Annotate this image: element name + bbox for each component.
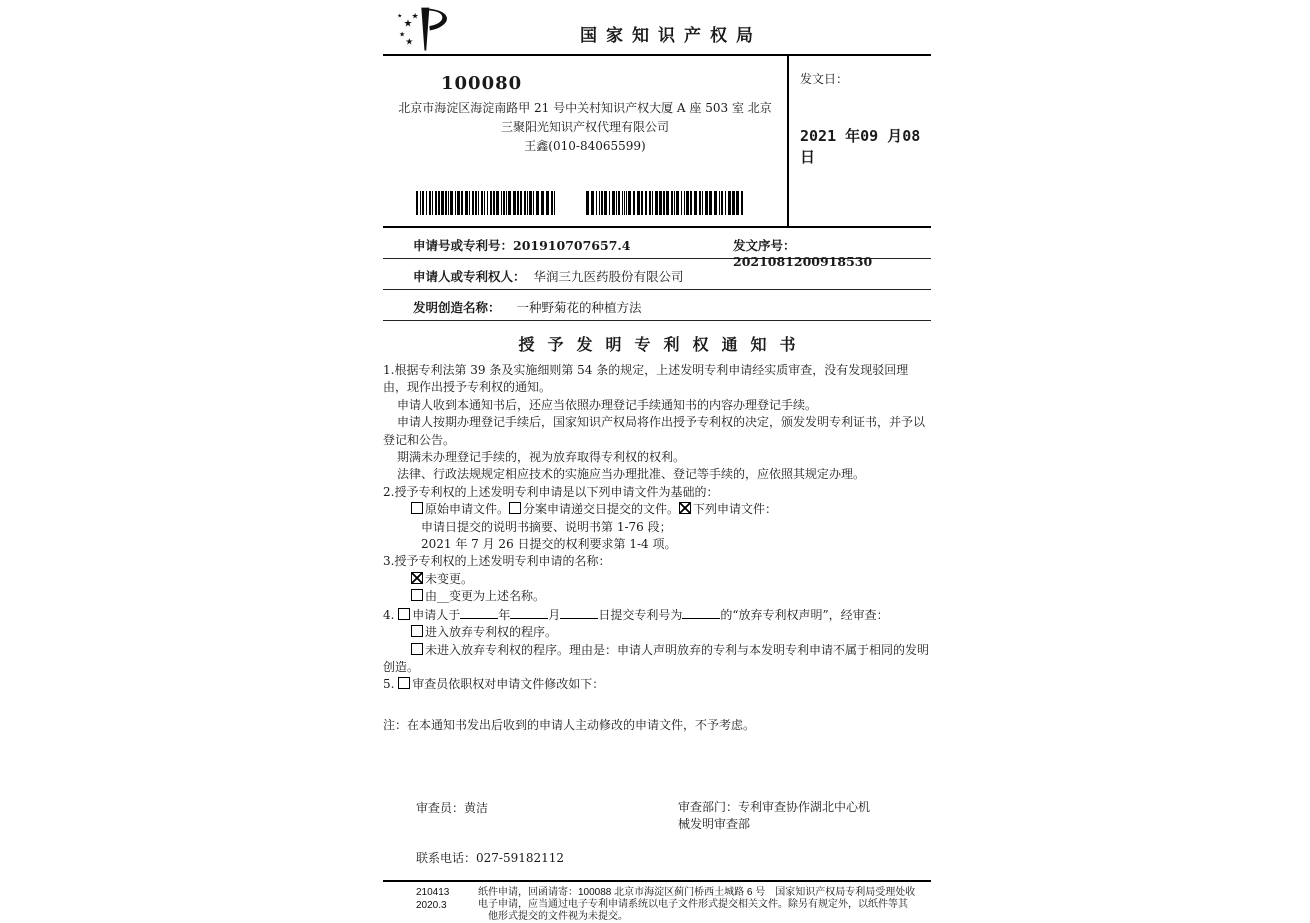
agency-title: 国家知识产权局 [580, 26, 762, 46]
barcode-1 [416, 191, 556, 215]
patent-notice-document [383, 0, 931, 923]
examiner-line [416, 799, 678, 833]
field-row-applicant [383, 259, 931, 290]
blank-underline [510, 606, 548, 619]
blank-underline [560, 606, 598, 619]
footer-paper-line: 纸件申请，回函请寄：100088 北京市海淀区蓟门桥西土城路 6 号 国家知识产权局专利局受理处收 [478, 886, 916, 898]
notice-paragraph [383, 519, 931, 536]
notice-paragraph [383, 484, 931, 501]
logo-star: ★ [405, 37, 414, 48]
notice-paragraph [383, 362, 931, 397]
form-codes [383, 887, 478, 923]
signoff-block [383, 799, 931, 866]
checkbox-checked-icon [679, 502, 691, 514]
notice-paragraph [383, 501, 931, 518]
notice-paragraph [383, 397, 931, 414]
notice-title: 授予发明专利权通知书 [518, 335, 809, 354]
invention-title-value: 一种野菊花的种植方法 [516, 300, 642, 315]
paragraph-text: 月 [548, 607, 561, 622]
applicant-value: 华润三九医药股份有限公司 [533, 269, 684, 284]
department-line [678, 799, 878, 833]
paragraph-text: 申请人收到本通知书后，还应当依照办理登记手续通知书的内容办理登记手续。 [397, 397, 818, 412]
field-row-invention [383, 290, 931, 321]
logo-star: ★ [403, 18, 413, 30]
checkbox-unchecked-icon [411, 625, 423, 637]
paragraph-text: 年 [498, 607, 511, 622]
notice-paragraph [383, 606, 931, 624]
footer-instructions [478, 887, 916, 923]
invention-title-label: 发明创造名称： [413, 300, 501, 315]
paragraph-text: 2021 年 7 月 26 日提交的权利要求第 1-4 项。 [421, 537, 677, 552]
blank-underline [460, 606, 498, 619]
paragraph-text: 由__变更为上述名称。 [425, 589, 546, 604]
paragraph-text: 5. [383, 677, 399, 692]
applicant-label: 申请人或专利权人： [413, 269, 526, 284]
dispatch-block [787, 56, 931, 226]
notice-paragraph [383, 588, 931, 605]
dispatch-date-label: 发文日： [800, 72, 849, 86]
paragraph-text: 3.授予专利权的上述发明专利申请的名称： [383, 554, 611, 569]
checkbox-unchecked-icon [411, 502, 423, 514]
notice-paragraph [383, 536, 931, 553]
phone-line [416, 849, 931, 866]
paragraph-text: 4. [383, 607, 399, 622]
notice-paragraph [383, 449, 931, 466]
postal-code: 100080 [441, 73, 523, 94]
notice-paragraph [383, 571, 931, 588]
logo-star: ★ [411, 11, 419, 21]
blank-underline [682, 606, 720, 619]
barcode-2 [586, 191, 743, 215]
examiner-name: 黄洁 [464, 800, 489, 815]
paragraph-text: 2.授予专利权的上述发明专利申请是以下列申请文件为基础的： [383, 484, 719, 499]
checkbox-unchecked-icon [411, 589, 423, 601]
footer-electronic-line: 电子申请，应当通过电子专利申请系统以电子文件形式提交相关文件。除另有规定外，以纸件等其他形式提交的文件视为未提交。 [478, 898, 908, 922]
dispatch-date: 2021 年09 月08 日 [800, 127, 921, 166]
paragraph-text: 法律、行政法规规定相应技术的实施应当办理批准、登记等手续的，应依照其规定办理。 [397, 467, 866, 482]
phone-label: 联系电话： [416, 850, 477, 865]
form-date: 2020.3 [416, 899, 447, 911]
department-label: 审查部门： [678, 799, 739, 814]
checkbox-unchecked-icon [509, 502, 521, 514]
paragraph-text: 审查员依职权对申请文件修改如下： [412, 677, 605, 692]
paragraph-text: 申请人按期办理登记手续后，国家知识产权局将作出授予专利权的决定，颁发发明专利证书，并予以登记和公告。 [383, 415, 926, 447]
application-no-value: 201910707657.4 [513, 238, 631, 253]
checkbox-unchecked-icon [411, 643, 423, 655]
application-no-label: 申请号或专利号： [413, 238, 514, 253]
notice-paragraph [383, 624, 931, 641]
checkbox-unchecked-icon [398, 608, 410, 620]
paragraph-text: 日提交专利号为 [598, 607, 683, 622]
paragraph-text: 分案申请递交日提交的文件。 [523, 502, 680, 517]
paragraph-text: 1.根据专利法第 39 条及实施细则第 54 条的规定，上述发明专利申请经实质审查，没有发现驳回理由，现作出授予专利权的通知。 [383, 363, 909, 395]
paragraph-text: 的“放弃专利权声明”，经审查： [720, 607, 889, 622]
notice-paragraph [383, 414, 931, 449]
paragraph-text: 未进入放弃专利权的程序。理由是：申请人声明放弃的专利与本发明专利申请不属于相同的发明创造。 [383, 642, 930, 674]
checkbox-unchecked-icon [398, 677, 410, 689]
paragraph-text: 进入放弃专利权的程序。 [425, 625, 558, 640]
notice-paragraph [383, 642, 931, 677]
notice-body [383, 362, 931, 694]
logo-star: ★ [397, 13, 403, 20]
paragraph-text: 申请人于 [412, 607, 461, 622]
paragraph-text: 原始申请文件。 [425, 502, 510, 517]
serial-no-value: 2021081200918530 [733, 254, 873, 269]
paragraph-text: 未变更。 [425, 571, 474, 586]
paragraph-text: 下列申请文件： [693, 502, 778, 517]
document-header [383, 0, 931, 54]
addressee-block [383, 56, 787, 226]
department-name: 专利审查协作湖北中心机械发明审查部 [678, 799, 871, 831]
checkbox-checked-icon [411, 572, 423, 584]
recipient-agency: 三聚阳光知识产权代理有限公司 [500, 120, 669, 134]
recipient-address: 北京市海淀区海淀南路甲 21 号中关村知识产权大厦 A 座 503 室 北京 [398, 101, 772, 115]
cnipa-logo-icon [393, 5, 455, 55]
footer [383, 880, 931, 923]
barcode-row [416, 191, 743, 215]
notice-paragraph [383, 553, 931, 570]
phone-number: 027-59182112 [476, 850, 565, 865]
logo-star: ★ [399, 29, 406, 39]
notice-paragraph [383, 676, 931, 693]
paragraph-text: 申请日提交的说明书摘要、说明书第 1-76 段； [421, 519, 672, 534]
recipient-contact: 王鑫(010-84065599) [524, 139, 646, 153]
form-code: 210413 [416, 886, 450, 898]
notice-note: 注：在本通知书发出后收到的申请人主动修改的申请文件，不予考虑。 [383, 717, 756, 732]
addressee-box [383, 54, 931, 228]
paragraph-text: 期满未办理登记手续的，视为放弃取得专利权的权利。 [397, 450, 686, 465]
notice-paragraph [383, 466, 931, 483]
field-row-application [383, 228, 931, 269]
serial-no-label: 发文序号： [733, 238, 796, 253]
examiner-label: 审查员： [416, 800, 465, 815]
